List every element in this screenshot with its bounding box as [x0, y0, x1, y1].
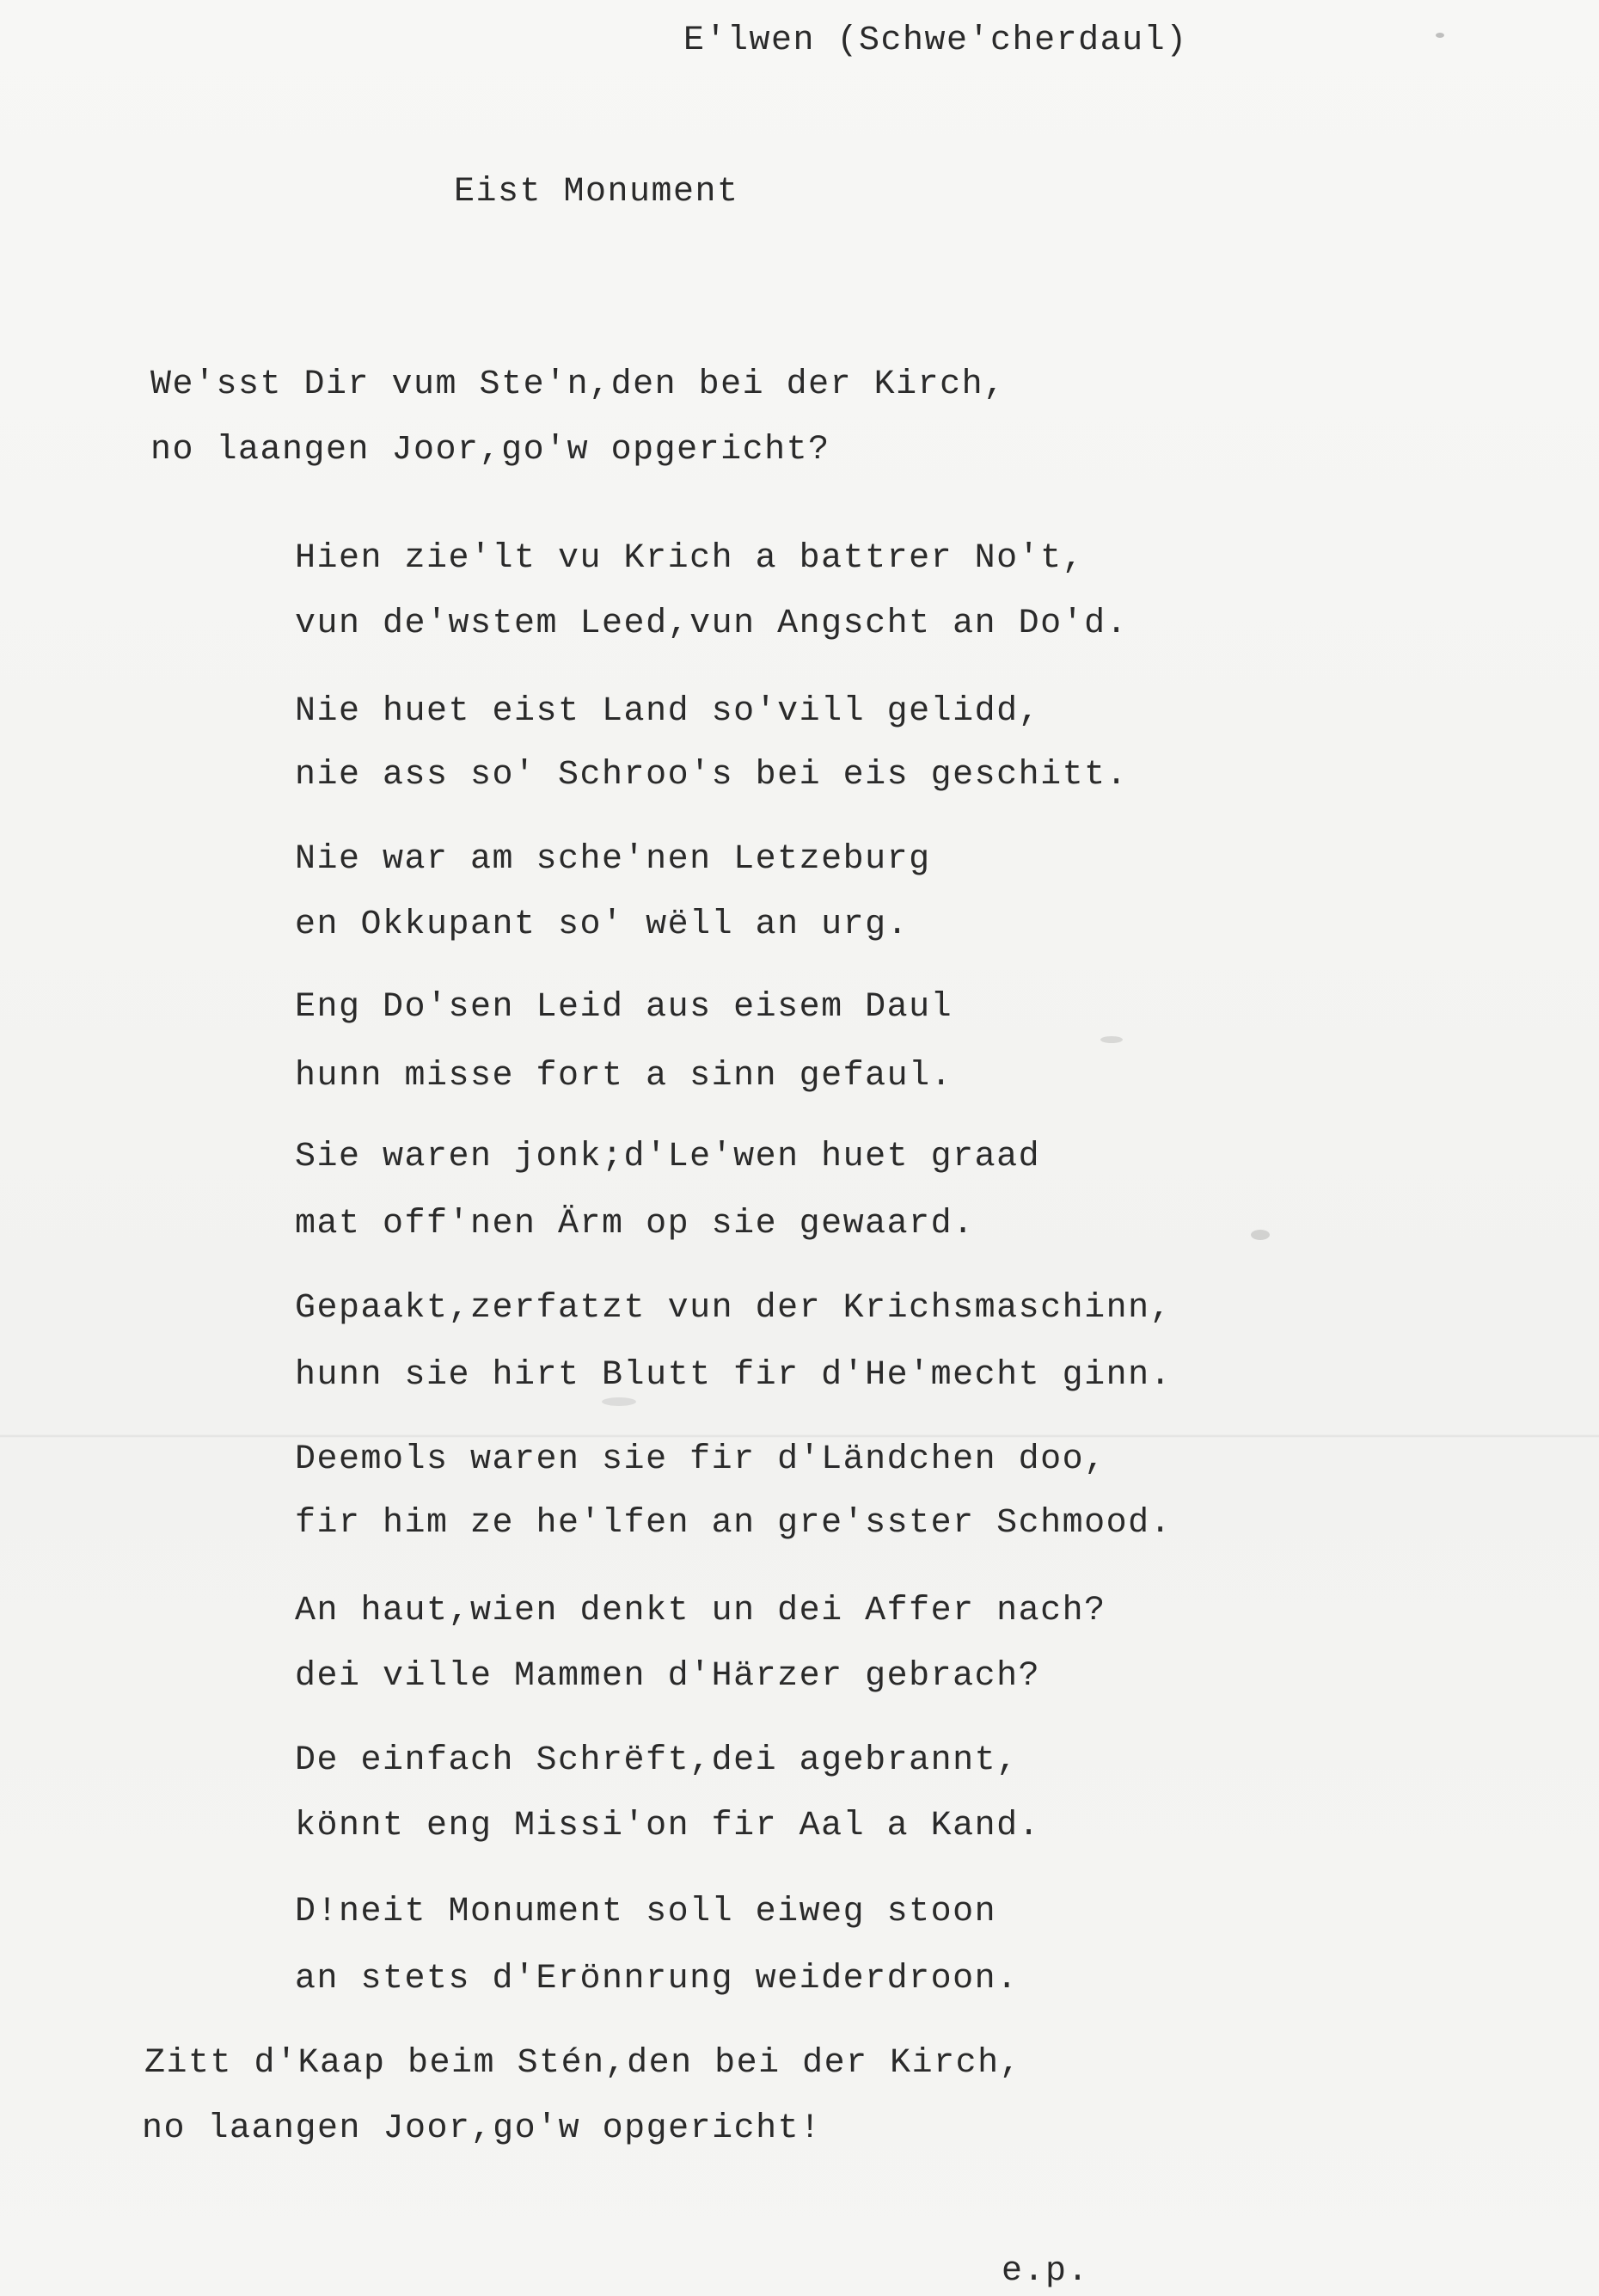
ink-speck — [1251, 1230, 1270, 1240]
ink-speck — [1436, 33, 1444, 38]
stanza-5-line-2: mat off'nen Ärm op sie gewaard. — [295, 1205, 975, 1243]
stanza-1-line-1: Hien zie'lt vu Krich a battrer No't, — [295, 539, 1085, 578]
stanza-9-line-1: De einfach Schrëft,dei agebrannt, — [295, 1741, 1019, 1780]
signature: e.p. — [1002, 2252, 1090, 2291]
stanza-2-line-2: nie ass so' Schroo's bei eis geschitt. — [295, 756, 1129, 795]
ink-speck — [1100, 1036, 1123, 1043]
stanza-3-line-2: en Okkupant so' wëll an urg. — [295, 906, 910, 944]
stanza-8-line-2: dei ville Mammen d'Härzer gebrach? — [295, 1657, 1041, 1696]
stanza-7-line-2: fir him ze he'lfen an gre'sster Schmood. — [295, 1504, 1173, 1543]
ink-speck — [602, 1397, 636, 1406]
stanza-10-line-1: D!neit Monument soll eiweg stoon — [295, 1893, 997, 1931]
stanza-4-line-1: Eng Do'sen Leid aus eisem Daul — [295, 988, 953, 1027]
stanza-3-line-1: Nie war am sche'nen Letzeburg — [295, 840, 931, 879]
stanza-7-line-1: Deemols waren sie fir d'Ländchen doo, — [295, 1440, 1106, 1479]
opening-line-2: no laangen Joor,go'w opgericht? — [150, 431, 830, 470]
stanza-2-line-1: Nie huet eist Land so'vill gelidd, — [295, 692, 1041, 731]
stanza-5-line-1: Sie waren jonk;d'Le'wen huet graad — [295, 1138, 1041, 1176]
author-line: E'lwen (Schwe'cherdaul) — [683, 21, 1188, 60]
closing-line-1: Zitt d'Kaap beim Stén,den bei der Kirch, — [144, 2044, 1022, 2083]
stanza-10-line-2: an stets d'Erönnrung weiderdroon. — [295, 1960, 1019, 1998]
paper-fold — [0, 1434, 1599, 1438]
stanza-8-line-1: An haut,wien denkt un dei Affer nach? — [295, 1592, 1106, 1630]
poem-title: Eist Monument — [454, 173, 739, 212]
closing-line-2: no laangen Joor,go'w opgericht! — [142, 2109, 822, 2148]
stanza-9-line-2: könnt eng Missi'on fir Aal a Kand. — [295, 1807, 1041, 1845]
opening-line-1: We'sst Dir vum Ste'n,den bei der Kirch, — [150, 365, 1006, 404]
stanza-6-line-1: Gepaakt,zerfatzt vun der Krichsmaschinn, — [295, 1289, 1173, 1328]
stanza-1-line-2: vun de'wstem Leed,vun Angscht an Do'd. — [295, 605, 1129, 643]
stanza-4-line-2: hunn misse fort a sinn gefaul. — [295, 1057, 953, 1096]
stanza-6-line-2: hunn sie hirt Blutt fir d'He'mecht ginn. — [295, 1356, 1173, 1395]
